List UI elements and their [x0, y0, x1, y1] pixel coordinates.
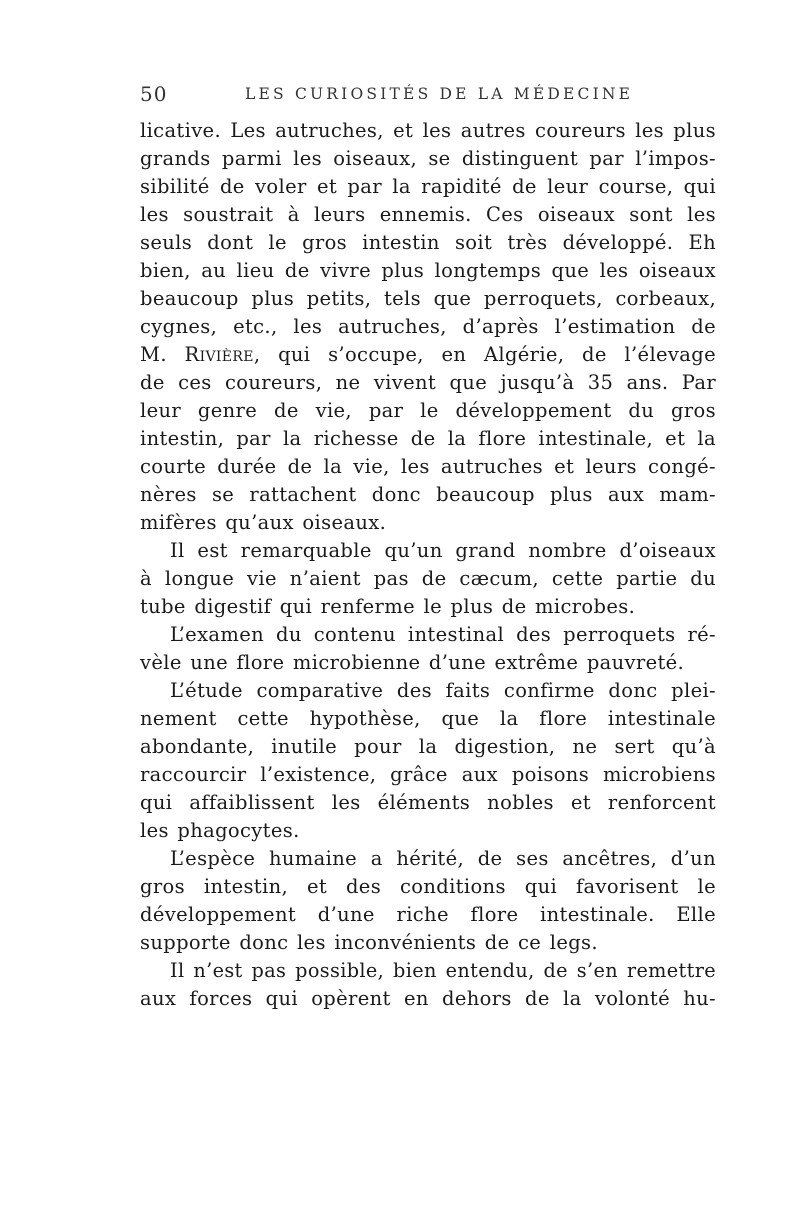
- body-text: [140, 117, 716, 1013]
- text-line: seuls dont le gros intestin soit très développé. Eh: [140, 231, 716, 254]
- text-line: beaucoup plus petits, tels que perroquets, corbeaux,: [140, 287, 716, 310]
- text-line: L’examen du contenu intestinal des perroquets ré-: [170, 623, 716, 646]
- text-line: Il n’est pas possible, bien entendu, de s’en remettre: [170, 959, 716, 982]
- text-line: nement cette hypothèse, que la flore intestinale: [140, 707, 716, 730]
- text-line: raccourcir l’existence, grâce aux poisons microbiens: [140, 763, 716, 786]
- text-line: grands parmi les oiseaux, se distinguent par l’impos-: [140, 147, 716, 170]
- text-line: nères se rattachent donc beaucoup plus aux mam-: [140, 483, 716, 506]
- text-line: les phagocytes.: [140, 819, 300, 842]
- text-line: qui affaiblissent les éléments nobles et renforcent: [140, 791, 716, 814]
- page-header: [140, 82, 700, 106]
- text-line: de ces coureurs, ne vivent que jusqu’à 35 ans. Par: [140, 371, 716, 394]
- text-line: les soustrait à leurs ennemis. Ces oiseaux sont les: [140, 203, 716, 226]
- text-line: abondante, inutile pour la digestion, ne sert qu’à: [140, 735, 716, 758]
- text-line: intestin, par la richesse de la flore intestinale, et la: [140, 427, 716, 450]
- author-name-smallcaps: Rivière: [184, 343, 254, 366]
- text-line: sibilité de voler et par la rapidité de leur course, qui: [140, 175, 716, 198]
- text-line: gros intestin, et des conditions qui favorisent le: [140, 875, 716, 898]
- text-line: bien, au lieu de vivre plus longtemps que les oiseaux: [140, 259, 716, 282]
- text-line: tube digestif qui renferme le plus de microbes.: [140, 595, 636, 618]
- text-line: licative. Les autruches, et les autres coureurs les plus: [140, 119, 716, 142]
- page-number: 50: [140, 82, 168, 106]
- text-line: [140, 341, 716, 369]
- text-line: aux forces qui opèrent en dehors de la volonté hu-: [140, 987, 716, 1010]
- text-fragment: , qui s’occupe, en Algérie, de l’élevage: [253, 343, 716, 366]
- text-line: Il est remarquable qu’un grand nombre d’oiseaux: [170, 539, 716, 562]
- text-fragment: M.: [140, 343, 185, 366]
- text-line: à longue vie n’aient pas de cæcum, cette partie du: [140, 567, 716, 590]
- text-line: L’espèce humaine a hérité, de ses ancêtres, d’un: [170, 847, 716, 870]
- text-line: cygnes, etc., les autruches, d’après l’estimation de: [140, 315, 716, 338]
- text-line: mifères qu’aux oiseaux.: [140, 511, 387, 534]
- text-line: courte durée de la vie, les autruches et leurs congé-: [140, 455, 716, 478]
- running-title: LES CURIOSITÉS DE LA MÉDECINE: [245, 85, 634, 103]
- text-line: L’étude comparative des faits confirme donc plei-: [170, 679, 716, 702]
- text-line: leur genre de vie, par le développement du gros: [140, 399, 716, 422]
- text-line: vèle une flore microbienne d’une extrême pauvreté.: [140, 651, 685, 674]
- text-line: développement d’une riche flore intestinale. Elle: [140, 903, 716, 926]
- text-line: supporte donc les inconvénients de ce legs.: [140, 931, 598, 954]
